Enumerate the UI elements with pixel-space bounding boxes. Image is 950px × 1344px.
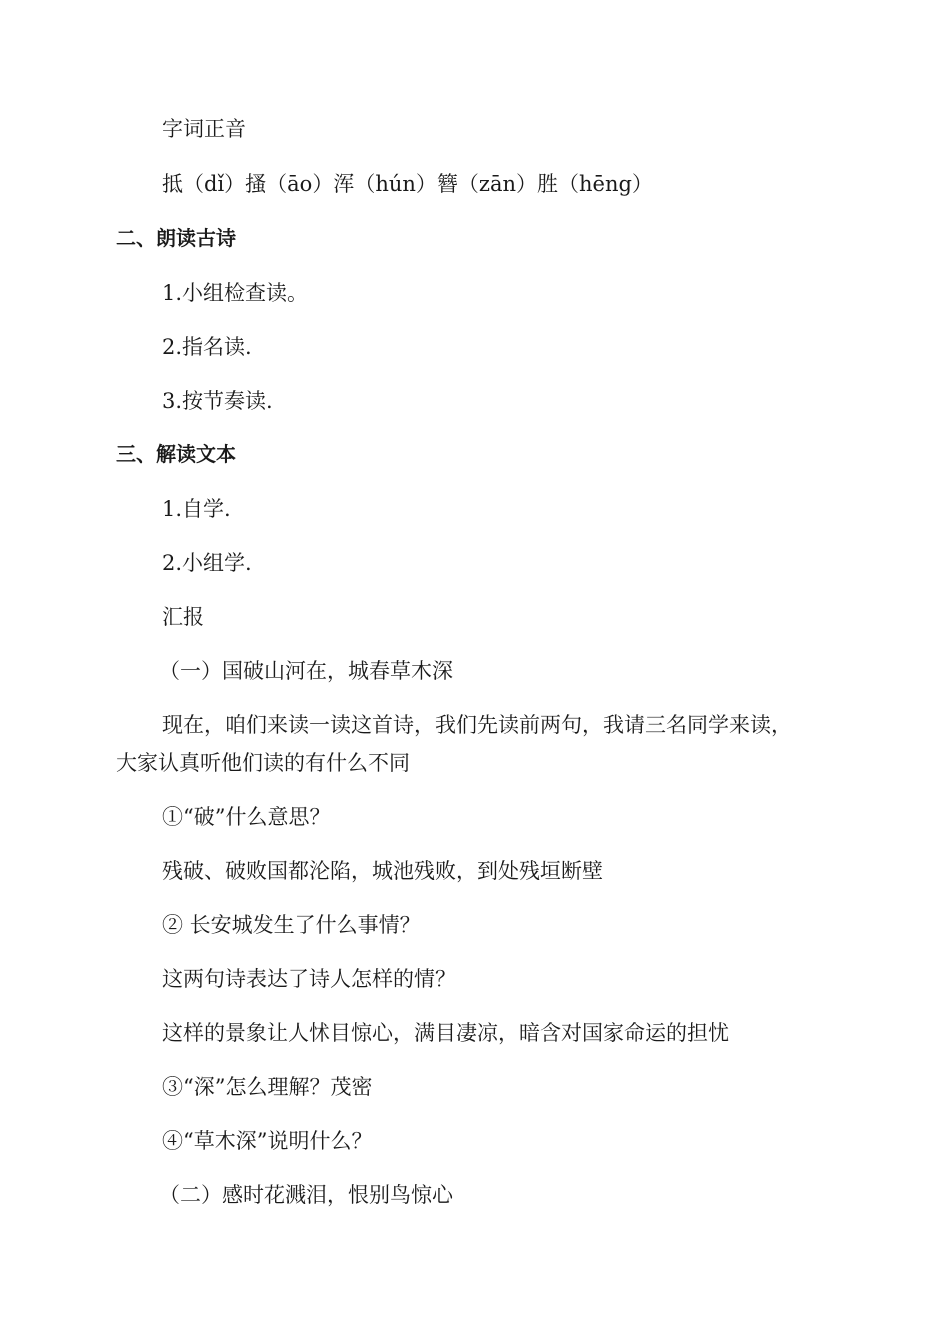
list-item: 2.小组学.	[162, 551, 252, 575]
answer: 这样的景象让人怵目惊心，满目凄凉，暗含对国家命运的担忧	[162, 1021, 729, 1045]
list-item: 1.小组检查读。	[162, 281, 309, 305]
answer: 残破、破败国都沦陷，城池残败，到处残垣断壁	[162, 859, 603, 883]
list-item: 1.自学.	[162, 497, 231, 521]
section-label-pronunciation: 字词正音	[162, 117, 246, 141]
paragraph-continuation: 大家认真听他们读的有什么不同	[116, 751, 410, 775]
subsection-heading: （二）感时花溅泪，恨别鸟惊心	[159, 1183, 453, 1207]
paragraph: 现在，咱们来读一读这首诗，我们先读前两句，我请三名同学来读，	[162, 713, 792, 737]
paragraph: 汇报	[162, 605, 204, 629]
pronunciation-list: 抵（dǐ）搔（āo）浑（hún）簪（zān）胜（hēng）	[162, 172, 653, 196]
list-item: 3.按节奏读.	[162, 389, 273, 413]
list-item: 2.指名读.	[162, 335, 252, 359]
heading-read-poem: 二、朗读古诗	[116, 226, 236, 250]
question: 这两句诗表达了诗人怎样的情？	[162, 967, 456, 991]
question: ①“破”什么意思？	[162, 805, 331, 829]
question: ③“深”怎么理解？茂密	[162, 1075, 373, 1099]
question: ④“草木深”说明什么？	[162, 1129, 373, 1153]
heading-interpret-text: 三、解读文本	[116, 442, 236, 466]
subsection-heading: （一）国破山河在，城春草木深	[159, 659, 453, 683]
question: ② 长安城发生了什么事情？	[162, 913, 421, 937]
